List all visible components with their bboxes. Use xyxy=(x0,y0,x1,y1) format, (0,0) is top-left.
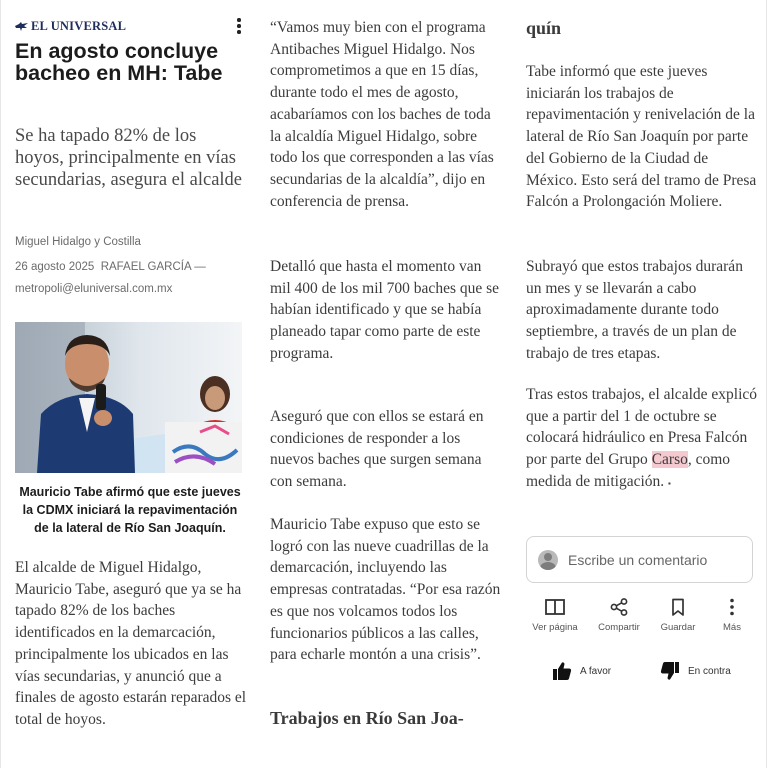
thumbs-down-icon xyxy=(660,661,680,681)
masthead xyxy=(15,16,245,36)
article-paragraph-1: El alcalde de Miguel Hidalgo, Mauricio Tabe, aseguró que ya se ha tapado 82% de los baches identificados en la demarcación, principalmente los ubicados en las vías secundarias, y anunció que a finales de agosto estarán reparados el total de hoyos. xyxy=(15,559,247,728)
book-open-icon xyxy=(544,598,566,616)
share-icon xyxy=(608,598,630,616)
more-vertical-icon xyxy=(721,598,743,616)
article-paragraph-8 xyxy=(526,384,758,495)
article-paragraph-2: “Vamos muy bien con el programa Antibaches Miguel Hidalgo. Nos comprometimos a que en 15 días, durante todo el mes de agosto, acabaríamos con los baches de toda la alcaldía Miguel Hidalgo, sobre todo los que corresponden a las vías secundarias de la alcaldía”, dijo en conferencia de prensa. xyxy=(270,19,494,210)
article-byline: RAFAEL GARCÍA —metropoli@eluniversal.com.mx xyxy=(15,261,206,295)
more-label: Más xyxy=(723,622,741,633)
dateline xyxy=(15,256,255,300)
photo-illustration xyxy=(15,322,242,473)
more-button[interactable] xyxy=(702,598,762,633)
left-edge-divider xyxy=(0,0,1,768)
eagle-icon xyxy=(15,22,28,31)
newspaper-logo[interactable] xyxy=(15,19,126,34)
article-date: 26 agosto 2025 xyxy=(15,261,95,273)
vote-down-button[interactable] xyxy=(660,659,731,683)
section-subtitle-start: Trabajos en Río San Joa- xyxy=(270,708,464,728)
photo-caption: Mauricio Tabe afirmó que este jueves la CDMX iniciará la repavimentación de la lateral de Río San Joaquín. xyxy=(19,485,241,535)
bookmark-icon xyxy=(667,598,689,616)
view-page-label: Ver página xyxy=(532,622,578,633)
view-page-button[interactable] xyxy=(525,598,585,633)
highlighted-word[interactable]: Carso xyxy=(651,451,688,469)
article-paragraph-7: Subrayó que estos trabajos durarán un mes y se llevarán a cabo aproximadamente durante todo septiembre, a través de un plan de trabajo de tres etapas. xyxy=(526,258,743,362)
paragraph-8-text: Tras estos trabajos, el alcalde explicó que a partir del 1 de octubre se colocará hidráulico en Presa Falcón por parte del Grupo xyxy=(526,386,758,469)
vote-down-label: En contra xyxy=(688,665,731,677)
save-button[interactable] xyxy=(648,598,708,633)
end-mark: ▪ xyxy=(668,478,671,488)
thumbs-up-icon xyxy=(552,661,572,681)
article-paragraph-6: Tabe informó que este jueves iniciarán los trabajos de repavimentación y renivelación de la lateral de Río San Joaquín por parte del Gobierno de la Ciudad de México. Esto será del tramo de Presa Falcón a Prolongación Moliere. xyxy=(526,63,757,211)
right-edge-divider xyxy=(766,0,767,768)
share-label: Compartir xyxy=(598,622,640,633)
user-avatar-icon xyxy=(538,550,558,570)
article-paragraph-3: Detalló que hasta el momento van mil 400 de los mil 700 baches que se habían identificado y que se había planeado tapar como parte de este programa. xyxy=(270,258,500,362)
comment-input[interactable] xyxy=(526,536,753,583)
article-photo[interactable] xyxy=(15,322,242,473)
logo-text: EL UNIVERSAL xyxy=(31,19,127,33)
article-paragraph-5: Mauricio Tabe expuso que esto se logró con las nueve cuadrillas de la demarcación, incluyendo las empresas contratadas. “Por esa razón es que nos volcamos todos los funcionarios públicos a las calles, para echarle montón a una crisis”. xyxy=(270,516,501,664)
section-label: Miguel Hidalgo y Costilla xyxy=(15,236,141,248)
vote-up-button[interactable] xyxy=(552,659,611,683)
section-subtitle-end: quín xyxy=(526,18,562,38)
paragraph-8-tail: , como medida de mitigación. xyxy=(526,451,731,490)
vote-up-label: A favor xyxy=(580,665,612,677)
article-subheadline: Se ha tapado 82% de los hoyos, principalmente en vías secundarias, asegura el alcalde xyxy=(15,126,243,190)
article-paragraph-4: Aseguró que con ellos se estará en condiciones de responder a los nuevos baches que surgen semana con semana. xyxy=(270,408,484,491)
comment-placeholder: Escribe un comentario xyxy=(568,552,708,568)
article-headline: En agosto concluye bacheo en MH: Tabe xyxy=(15,39,223,85)
article-actions xyxy=(526,598,758,638)
more-vertical-icon[interactable] xyxy=(233,16,245,36)
save-label: Guardar xyxy=(660,622,696,633)
share-button[interactable] xyxy=(589,598,649,633)
